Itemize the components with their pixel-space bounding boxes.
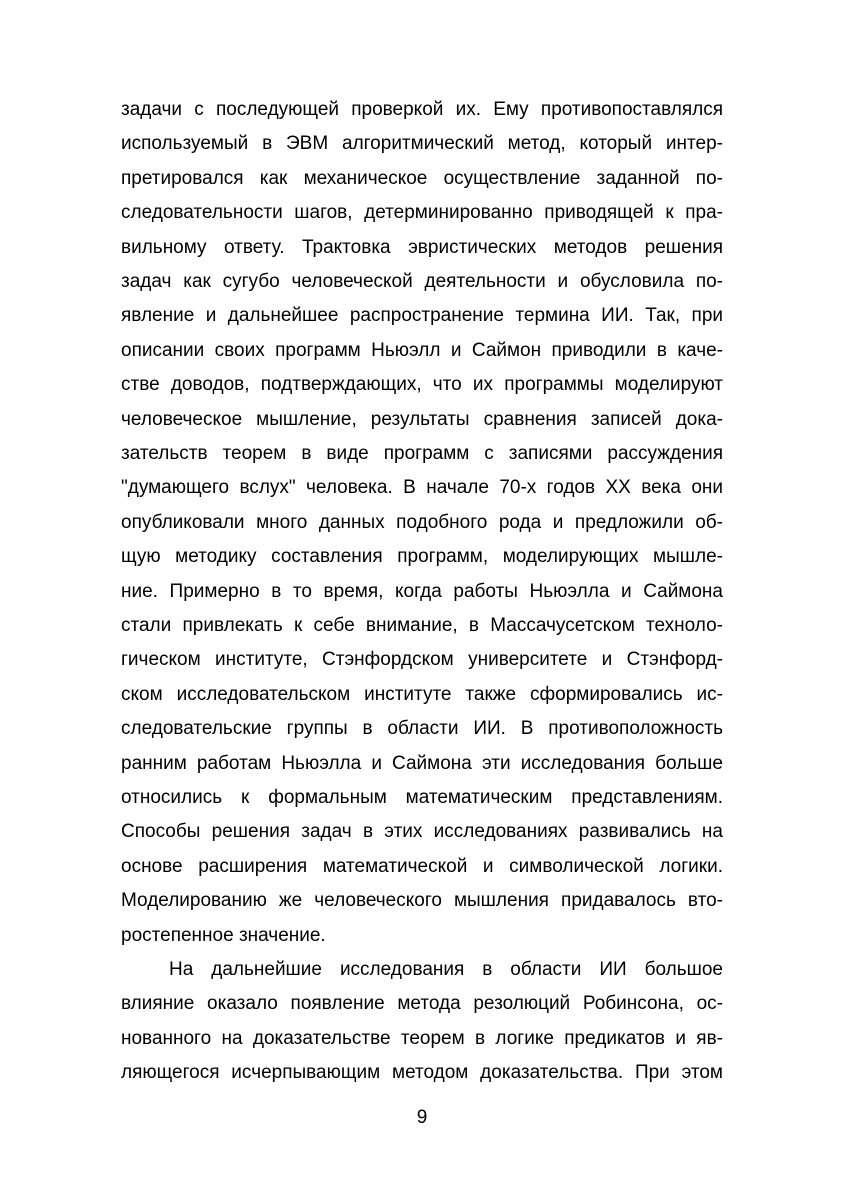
text-line: задачи с последующей проверкой их. Ему противопоставлялся: [121, 99, 723, 120]
text-line: "думающего вслух" человека. В начале 70-х годов XX века они: [121, 477, 723, 499]
text-line: влияние оказало появление метода резолюций Робинсона, ос-: [121, 993, 723, 1015]
text-line: ние. Примерно в то время, когда работы Ньюэлла и Саймона: [121, 580, 723, 602]
text-line: используемый в ЭВМ алгоритмический метод, который интер-: [121, 133, 723, 155]
text-line: зательств теорем в виде программ с записями рассуждения: [121, 443, 723, 464]
text-line: следовательности шагов, детерминированно приводящей к пра-: [121, 202, 723, 224]
text-line: вильному ответу. Трактовка эвристических методов решения: [121, 236, 723, 258]
text-line: гическом институте, Стэнфордском университете и Стэнфорд-: [121, 649, 723, 671]
text-line: стали привлекать к себе внимание, в Массачусетском техноло-: [121, 615, 723, 636]
text-line: следовательские группы в области ИИ. В противоположность: [121, 718, 723, 740]
page-number: 9: [416, 1107, 428, 1128]
text-line: задач как сугубо человеческой деятельности и обусловила по-: [121, 271, 723, 292]
text-line: явление и дальнейшее распространение термина ИИ. Так, при: [121, 305, 723, 327]
text-line: ростепенное значение.: [121, 924, 326, 946]
text-line: человеческое мышление, результаты сравнения записей дока-: [121, 408, 723, 430]
text-line: претировался как механическое осуществление заданной по-: [121, 167, 723, 189]
text-line: На дальнейшие исследования в области ИИ большое: [169, 959, 723, 980]
text-line: Способы решения задач в этих исследованиях развивались на: [121, 821, 723, 843]
text-line: относились к формальным математическим представлениям.: [121, 787, 723, 808]
text-line: нованного на доказательстве теорем в логике предикатов и яв-: [121, 1027, 723, 1049]
text-line: Моделированию же человеческого мышления придавалось вто-: [121, 890, 723, 912]
text-line: щую методику составления программ, моделирующих мышле-: [121, 546, 723, 568]
text-line: основе расширения математической и символической логики.: [121, 855, 723, 877]
text-line: ранним работам Ньюэлла и Саймона эти исследования больше: [121, 752, 723, 774]
text-line: опубликовали много данных подобного рода и предложили об-: [121, 511, 723, 533]
text-line: описании своих программ Ньюэлл и Саймон приводили в каче-: [121, 339, 723, 361]
text-line: ляющегося исчерпывающим методом доказательства. При этом: [121, 1062, 723, 1084]
text-line: ском исследовательском институте также сформировались ис-: [121, 683, 723, 705]
text-line: стве доводов, подтверждающих, что их программы моделируют: [121, 374, 723, 396]
